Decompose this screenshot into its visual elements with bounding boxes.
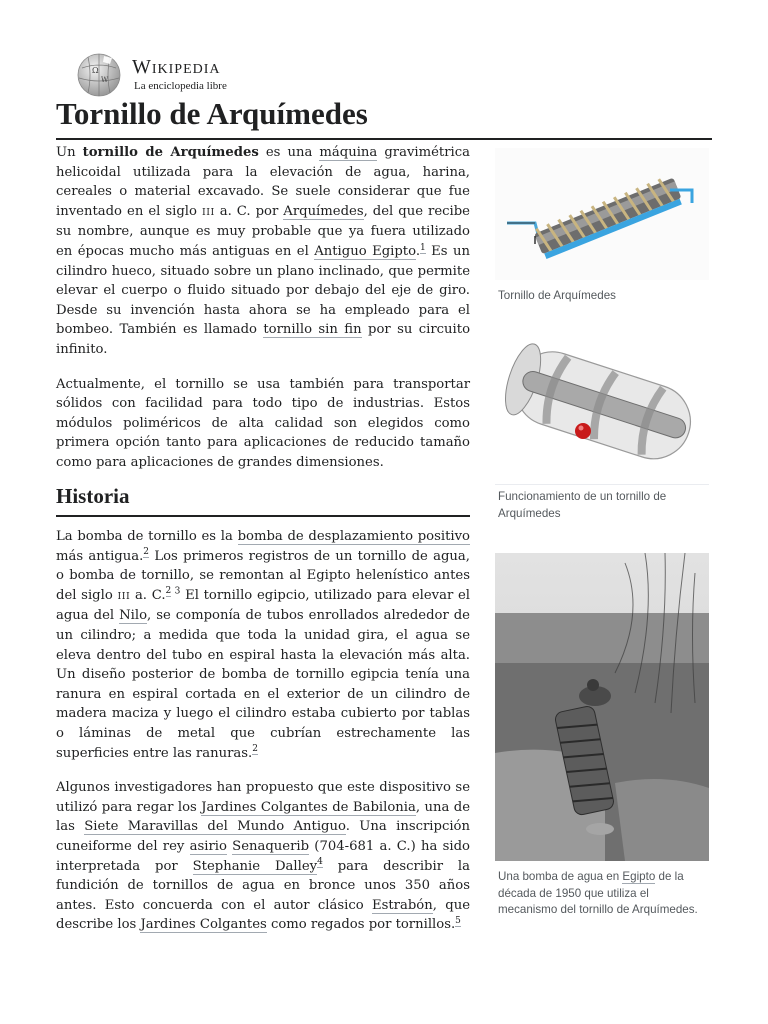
text: a. C. por: [214, 203, 284, 219]
text: (704-681 a. C.) ha sido interpretada por: [56, 838, 470, 874]
bold-term: tornillo de Arquímedes: [82, 145, 259, 160]
text: Es un cilindro hueco, situado sobre un plano inclinado, que permite elevar el cuerpo o fluido situado por debajo del eje de giro. Desde su invención hasta ahora se ha empleado para el bombeo. También es llamado: [56, 243, 470, 338]
text: por su circuito infinito.: [56, 322, 471, 357]
ref-1[interactable]: 1: [420, 242, 426, 253]
link-arquimedes[interactable]: Arquímedes: [283, 203, 364, 219]
link-senaquerib[interactable]: Senaquerib: [232, 838, 310, 854]
link-tornillo-sin-fin[interactable]: tornillo sin fin: [263, 322, 362, 338]
text: más antigua.: [56, 548, 144, 564]
ref-2[interactable]: 2: [165, 586, 172, 597]
egypt-water-pump-photo[interactable]: [495, 553, 709, 861]
section-heading-historia: Historia: [56, 484, 470, 517]
page-title: Tornillo de Arquímedes: [56, 96, 712, 140]
text: como regados por tornillos.: [266, 917, 456, 933]
text: , una de las: [56, 799, 470, 835]
link-jardines-colgantes[interactable]: Jardines Colgantes: [140, 917, 267, 933]
text: , del que recibe su nombre, aunque es muy probable que ya fuera utilizado en épocas mucho más antiguas en el: [56, 203, 470, 259]
figure-caption: Funcionamiento de un tornillo de Arquímedes: [495, 484, 709, 522]
text: Algunos investigadores han propuesto que este dispositivo se utilizó para regar los: [56, 780, 470, 815]
link-maquina[interactable]: máquina: [319, 145, 378, 160]
link-jardines-colgantes-babilonia[interactable]: Jardines Colgantes de Babilonia: [201, 799, 416, 815]
century-numeral: III: [117, 590, 131, 602]
text: de la década de 1950 que utiliza el mecanismo del tornillo de Arquímedes.: [498, 870, 698, 917]
ref-2[interactable]: 2: [252, 744, 258, 755]
link-asirio[interactable]: asirio: [189, 838, 227, 854]
ref-3[interactable]: 3: [171, 586, 181, 597]
link-egipto[interactable]: Egipto: [622, 870, 656, 883]
text: La bomba de tornillo es la: [56, 529, 238, 544]
ref-2[interactable]: 2: [143, 547, 150, 558]
historia-paragraph-1: [56, 527, 470, 763]
svg-text:Ω: Ω: [92, 66, 99, 75]
figure-screw-mechanism: [495, 330, 709, 522]
text: .: [415, 243, 421, 259]
link-nilo[interactable]: Nilo: [119, 608, 148, 624]
text: gravimétrica helicoidal utilizada para la elevación de agua, harina, cereales o material excavado. Se suele considerar que fue inventado en el siglo: [56, 145, 470, 219]
wikipedia-globe-icon: [74, 52, 124, 98]
svg-text:W: W: [101, 76, 109, 84]
century-numeral: III: [201, 206, 215, 218]
screw-mechanism-image[interactable]: [495, 330, 709, 480]
figure-egypt-photo: [495, 553, 709, 919]
link-stephanie-dalley[interactable]: Stephanie Dalley: [192, 858, 318, 874]
intro-paragraph-1: [56, 143, 470, 360]
figure-screw-diagram: [495, 148, 709, 305]
figure-caption: Tornillo de Arquímedes: [498, 289, 616, 302]
ref-4[interactable]: 4: [317, 857, 323, 868]
link-antiguo-egipto[interactable]: Antiguo Egipto: [314, 243, 416, 259]
text: . Una inscripción cuneiforme del rey: [56, 819, 470, 854]
text: Los primeros registros de un tornillo de agua, o bomba de tornillo, se remontan al Egipto helenístico antes del siglo: [56, 548, 470, 603]
intro-paragraph-2: Actualmente, el tornillo se usa también para transportar sólidos con facilidad para todo tipo de industrias. Estos módulos poliméricos de alta calidad son elegidos como primera opción tanto para aplicaciones de reducido tamaño como para aplicaciones de grandes dimensiones.: [56, 376, 470, 470]
text: Un: [56, 145, 83, 160]
intro-section: [56, 143, 470, 473]
wikipedia-logo[interactable]: [74, 52, 314, 98]
text: El tornillo egipcio, utilizado para elevar el agua del: [56, 587, 470, 624]
wikipedia-wordmark: Wikipedia: [132, 56, 221, 78]
text: es una: [258, 145, 320, 160]
figure-caption: [495, 865, 709, 919]
link-siete-maravillas[interactable]: Siete Maravillas del Mundo Antiguo: [84, 819, 346, 835]
link-estrabon[interactable]: Estrabón: [371, 897, 433, 913]
text: a. C.: [130, 587, 166, 603]
historia-paragraph-2: [56, 778, 470, 935]
historia-section: [56, 527, 470, 935]
text: , que describe los: [56, 897, 470, 933]
wikipedia-tagline: La enciclopedia libre: [134, 80, 227, 92]
ref-5[interactable]: 5: [455, 915, 461, 926]
archimedes-screw-image[interactable]: [495, 148, 709, 280]
text: para describir la fundición de tornillos de agua en bronce unos 350 años antes. Esto concuerda con el autor clásico: [56, 858, 470, 913]
link-bomba-desplazamiento[interactable]: bomba de desplazamiento positivo: [237, 529, 470, 544]
text: , se componía de tubos enrollados alrededor de un cilindro; a medida que toda la unidad gira, el agua se eleva dentro del tubo en espiral hasta la elevación más alta. Un diseño posterior de bomba de tornillo egipcia tenía una ranura en espiral cortada en el exterior de un cilindro de madera maciza y luego el cilindro estaba cubierto por tablas o láminas de metal que cubrían estrechamente las superficies entre las ranuras.: [56, 608, 470, 761]
text: Una bomba de agua en: [498, 870, 623, 883]
